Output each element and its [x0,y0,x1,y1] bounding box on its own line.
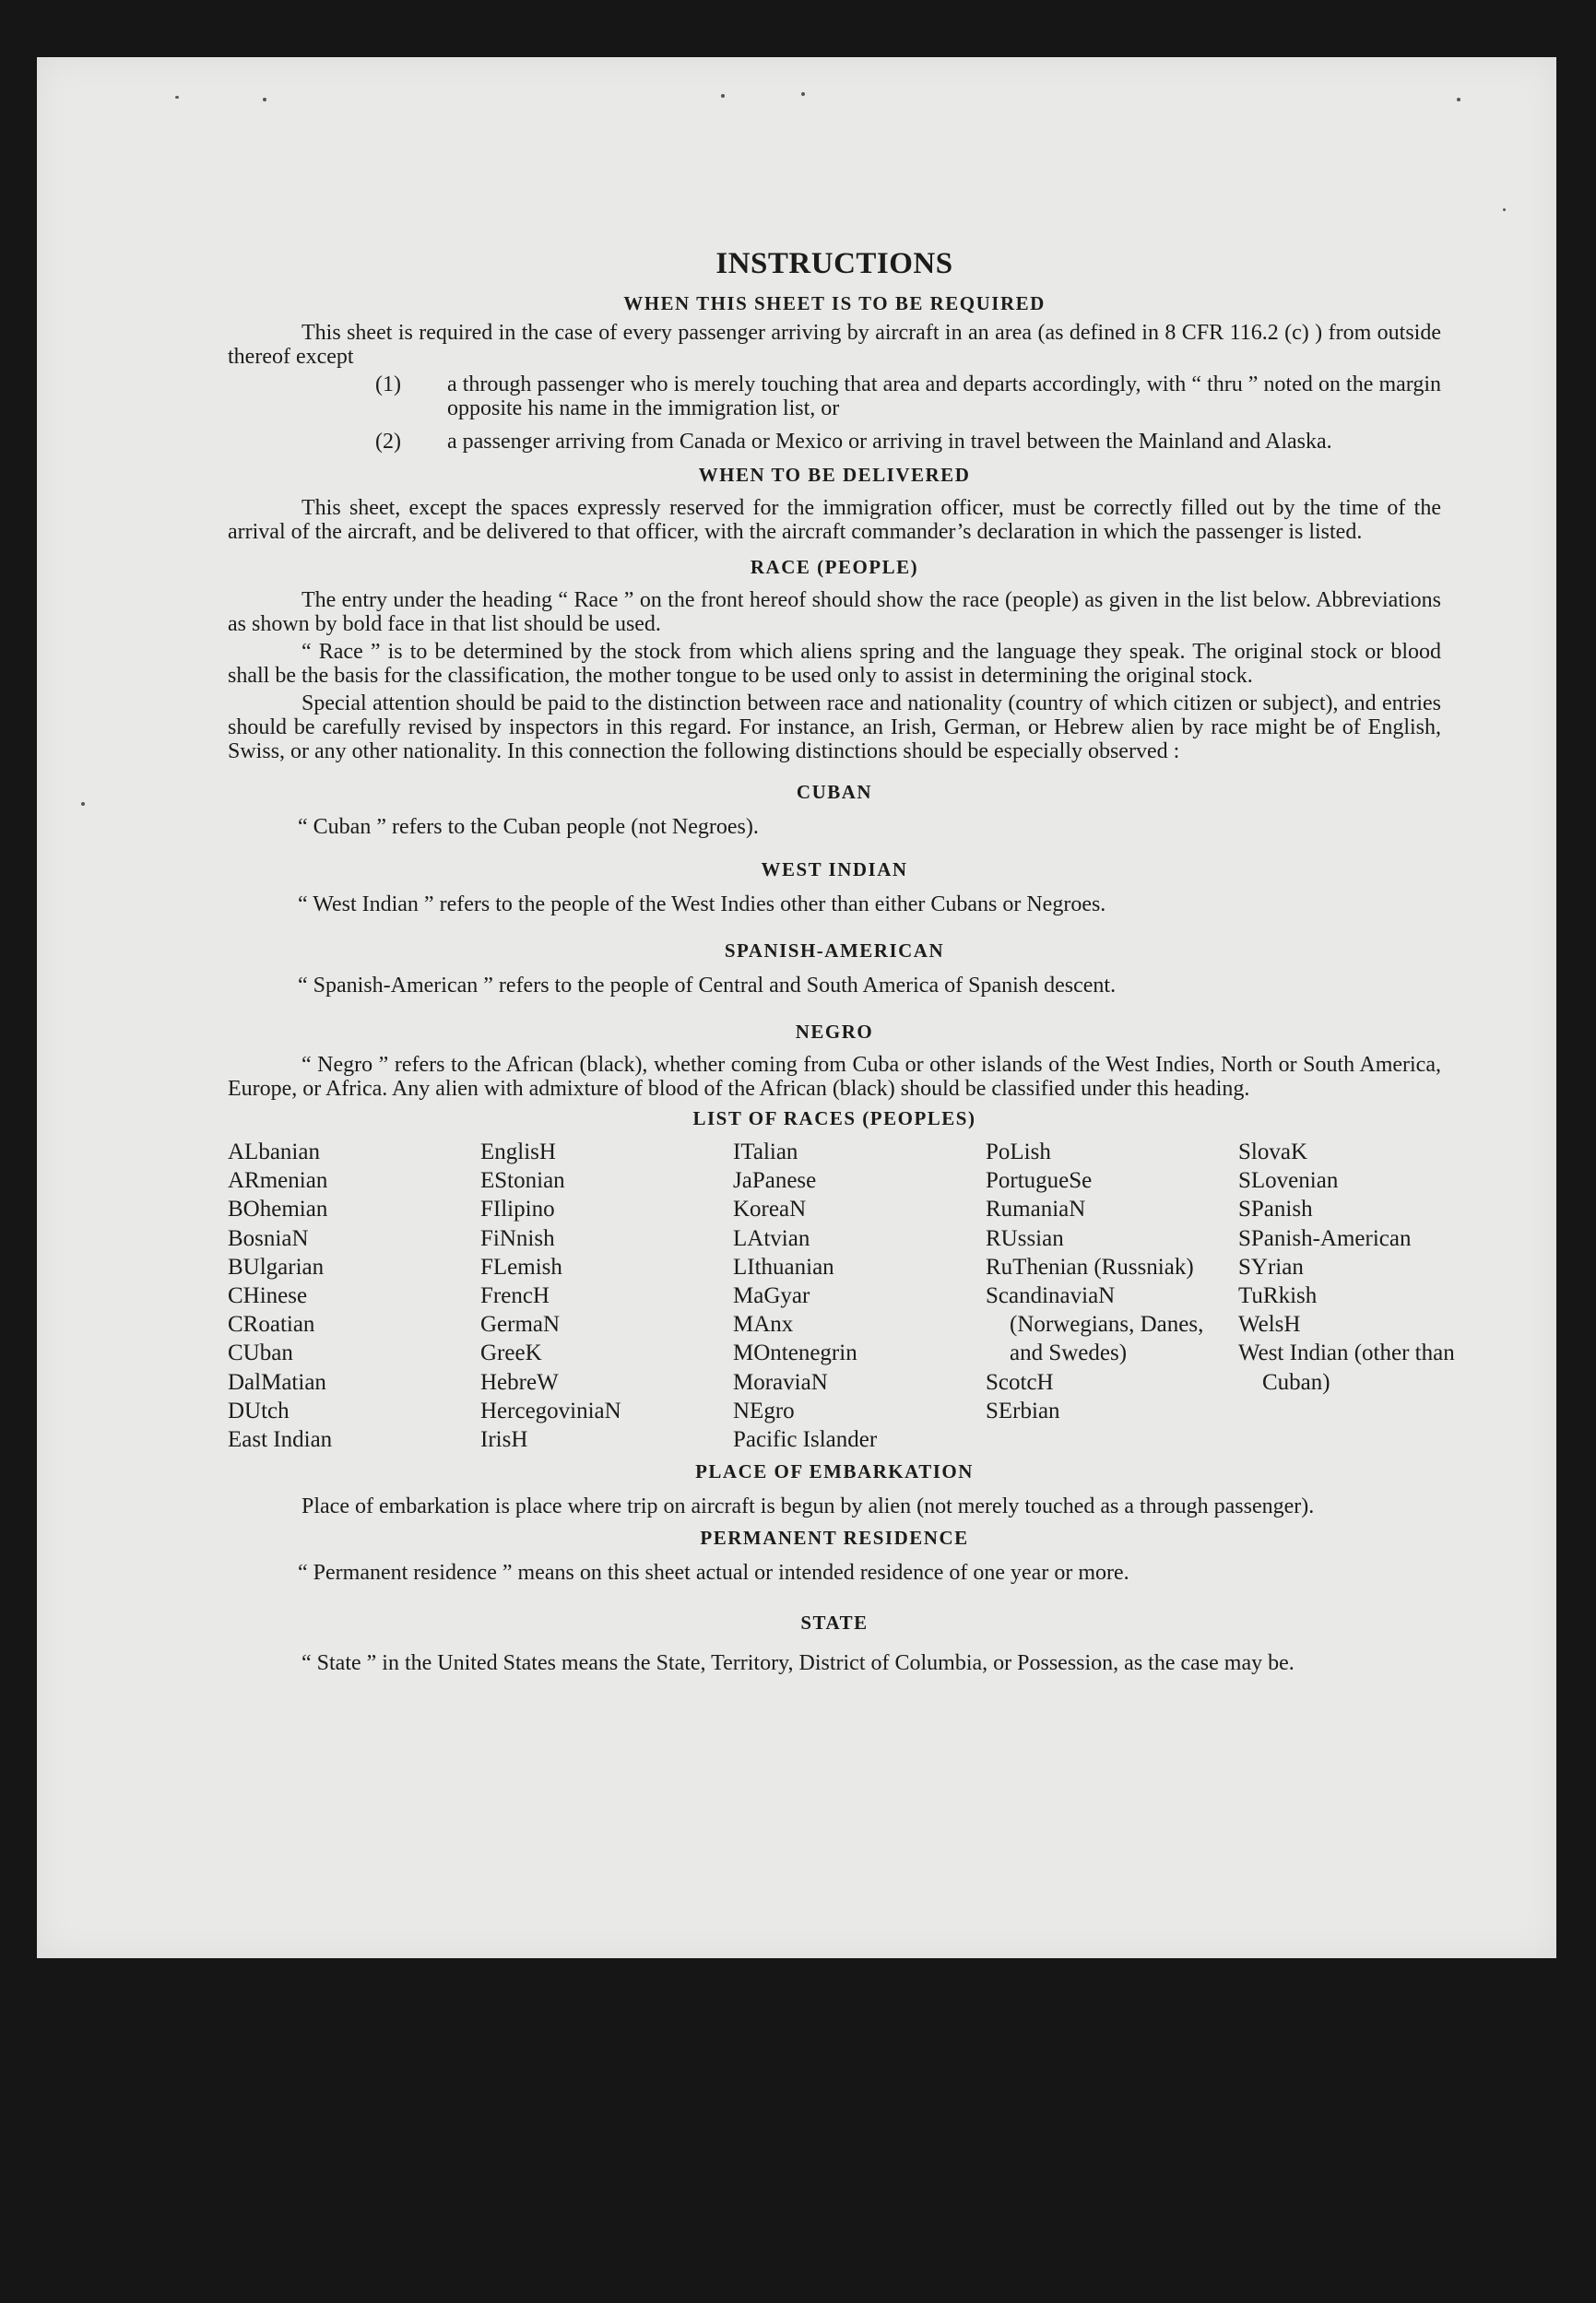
heading-when-required: WHEN THIS SHEET IS TO BE REQUIRED [623,292,1046,314]
race-entry: SPanish-American [1238,1225,1412,1251]
race-entry: CRoatian [228,1312,315,1338]
race-entry: PoLish [986,1140,1051,1164]
exception-number: (1) [375,372,401,396]
race-entry: LIthuanian [733,1254,834,1280]
race-entry: MoraviaN [733,1369,828,1395]
scan-speck [801,92,805,96]
scan-speck [175,96,179,99]
race-entry: ARmenian [228,1168,328,1194]
race-entry: LAtvian [733,1225,810,1251]
race-entry: SlovaK [1238,1140,1307,1164]
race-entry: KoreaN [733,1197,807,1222]
paragraph-race-2: “ Race ” is to be determined by the stock from which aliens spring and the language they speak. The original stock or blood shall be the basis for the classification, the mother tongue to be used only to assist in determining the original stock. [228,640,1441,688]
race-entry: BOhemian [228,1197,328,1222]
race-entry: ALbanian [228,1140,320,1164]
scan-speck [263,98,266,101]
race-entry: MOntenegrin [733,1340,857,1366]
race-entry: East Indian [228,1427,333,1453]
race-entry: CUban [228,1340,293,1366]
paragraph-when-delivered: This sheet, except the spaces expressly reserved for the immigration officer, must be correctly filled out by the time of the arrival of the aircraft, and be delivered to that officer, with the aircraft commander’s declaration in which the passenger is listed. [228,496,1441,544]
race-entry: Pacific Islander [733,1427,878,1453]
heading-when-delivered: WHEN TO BE DELIVERED [698,464,971,486]
race-entry: BUlgarian [228,1254,325,1280]
paragraph-negro: “ Negro ” refers to the African (black), whether coming from Cuba or other islands of the West Indies, North or South America, Europe, or Africa. Any alien with admixture of blood of the African (black) should be classified under this heading. [228,1053,1441,1101]
scan-speck [1457,98,1460,101]
race-entry: EStonian [480,1168,565,1194]
race-entry: HebreW [480,1369,559,1395]
text-cuban: “ Cuban ” refers to the Cuban people (not Negroes). [298,815,759,839]
paragraph-state: “ State ” in the United States means the State, Territory, District of Columbia, or Possession, as the case may be. [301,1651,1295,1676]
heading-list-of-races: LIST OF RACES (PEOPLES) [692,1107,976,1129]
paragraph-when-required: This sheet is required in the case of every passenger arriving by aircraft in an area (as defined in 8 CFR 116.2 (c) ) from outside thereof except [228,321,1441,369]
heading-spanish-american: SPANISH-AMERICAN [724,939,945,962]
race-entry: GermaN [480,1312,561,1338]
paragraph-embarkation: Place of embarkation is place where trip on aircraft is begun by alien (not merely touched as a through passenger). [301,1494,1315,1519]
race-entry: FLemish [480,1254,562,1280]
race-entry: West Indian (other than Cuban) [1238,1340,1455,1395]
paragraph-race-1: The entry under the heading “ Race ” on the front hereof should show the race (people) as given in the list below. Abbreviations as shown by bold face in that list should be used. [228,588,1441,636]
race-entry: HercegoviniaN [480,1398,621,1423]
races-column [480,1138,733,1454]
race-entry: NEgro [733,1398,795,1423]
race-entry: DalMatian [228,1369,326,1395]
race-entry: SYrian [1238,1254,1304,1280]
races-list [228,1138,1455,1454]
race-entry: CHinese [228,1283,308,1309]
text-west-indian: “ West Indian ” refers to the people of the West Indies other than either Cubans or Negroes. [298,892,1106,916]
races-column [986,1138,1238,1454]
race-entry: FrencH [480,1283,550,1309]
race-entry: ScandinaviaN (Norwegians, Danes, and Swedes) [986,1283,1204,1366]
exception-item-2 [228,430,1441,454]
race-entry: IrisH [480,1427,528,1453]
text-permanent-residence: “ Permanent residence ” means on this sheet actual or intended residence of one year or more. [298,1561,1129,1586]
race-entry: WelsH [1238,1312,1301,1338]
race-entry: SLovenian [1238,1168,1339,1194]
race-entry: TuRkish [1238,1283,1318,1309]
exception-item-1 [228,372,1441,420]
heading-race: RACE (PEOPLE) [750,556,919,578]
exception-text: a passenger arriving from Canada or Mexico or arriving in travel between the Mainland and Alaska. [447,430,1332,454]
race-entry: BosniaN [228,1225,309,1251]
races-column [1238,1138,1455,1454]
heading-permanent-residence: PERMANENT RESIDENCE [700,1527,969,1550]
race-entry: MAnx [733,1312,794,1338]
race-entry: GreeK [480,1340,542,1366]
scan-speck [721,94,725,98]
race-entry: JaPanese [733,1168,817,1194]
race-entry: RumaniaN [986,1197,1086,1222]
races-column [733,1138,986,1454]
race-entry: SPanish [1238,1197,1313,1222]
race-entry: MaGyar [733,1283,810,1309]
document-sheet [37,57,1556,1958]
race-entry: DUtch [228,1398,290,1423]
exception-text: a through passenger who is merely touching that area and departs accordingly, with “ thru ” noted on the margin opposite his name in the immigration list, or [447,372,1441,420]
exception-number: (2) [375,430,401,454]
scan-speck [81,802,85,806]
race-entry: FIlipino [480,1197,555,1222]
race-entry: RuThenian (Russniak) [986,1254,1194,1280]
races-column [228,1138,480,1454]
race-entry: RUssian [986,1225,1064,1251]
paragraph-race-3: Special attention should be paid to the distinction between race and nationality (country of which citizen or subject), and entries should be carefully revised by inspectors in this regard. For instance, an Irish, German, or Hebrew alien by race might be of English, Swiss, or any other nationality. In this connection the following distinctions should be especially observed : [228,691,1441,763]
race-entry: ITalian [733,1140,798,1164]
heading-state: STATE [800,1612,869,1635]
instructions-text [228,242,1455,1679]
race-entry: SErbian [986,1398,1060,1423]
heading-cuban: CUBAN [796,781,873,803]
heading-west-indian: WEST INDIAN [761,858,908,880]
heading-embarkation: PLACE OF EMBARKATION [695,1460,974,1483]
race-entry: PortugueSe [986,1168,1093,1194]
scan-speck [1503,208,1506,211]
race-entry: ScotcH [986,1369,1054,1395]
race-entry: EnglisH [480,1140,556,1164]
heading-negro: NEGRO [795,1021,874,1043]
race-entry: FiNnish [480,1225,555,1251]
page-title: INSTRUCTIONS [715,247,953,280]
text-spanish-american: “ Spanish-American ” refers to the people of Central and South America of Spanish descent. [298,974,1117,998]
